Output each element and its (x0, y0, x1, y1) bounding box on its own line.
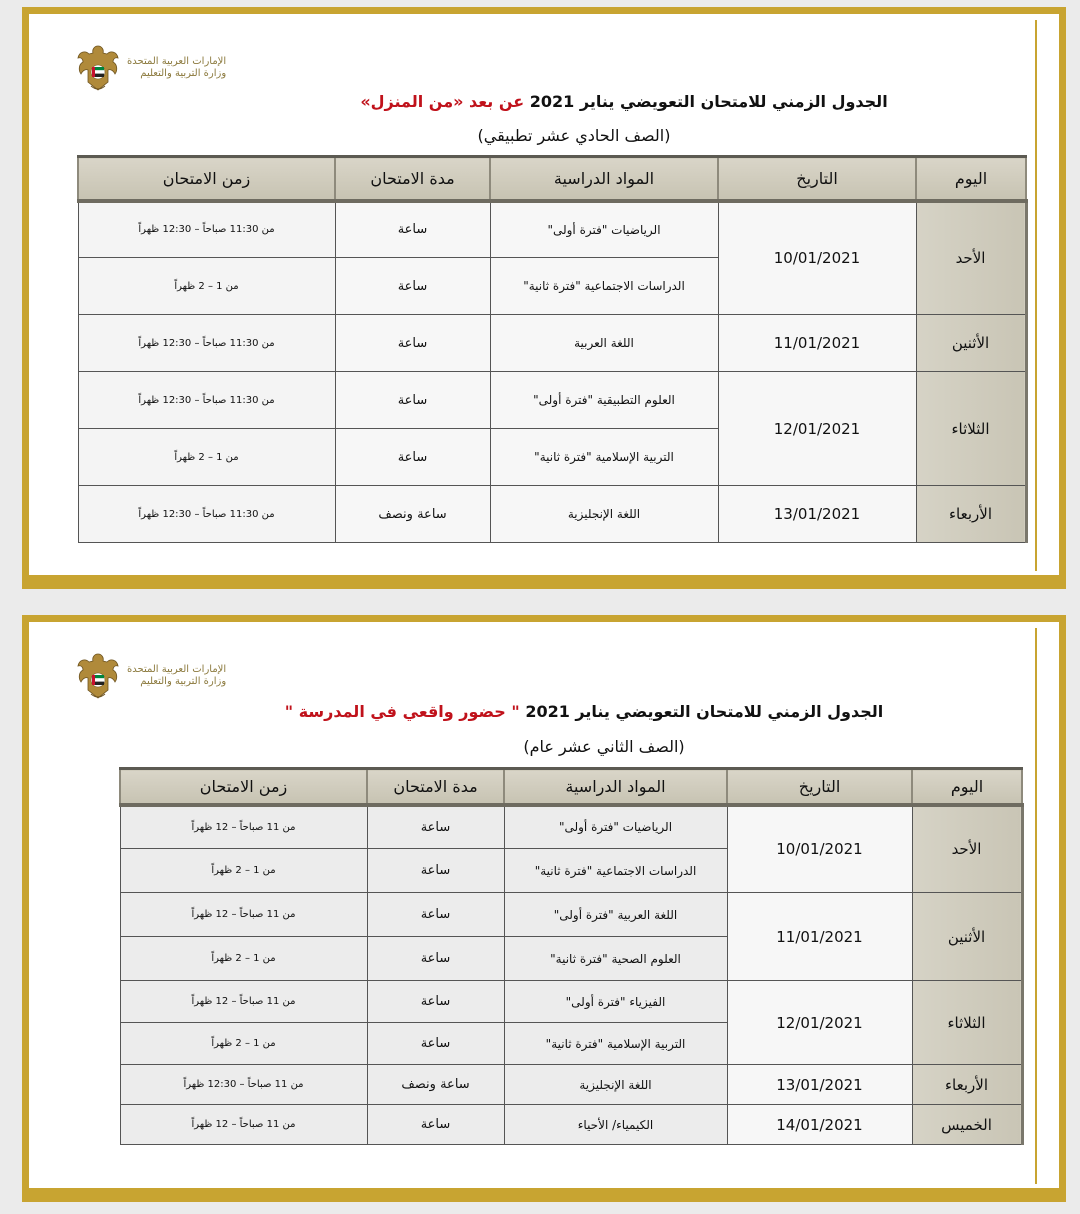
table-row (78, 372, 1026, 429)
country-name: الإمارات العربية المتحدة (127, 56, 227, 67)
ministry-logo (75, 42, 226, 94)
table-row (120, 981, 1022, 1023)
ministry-name (127, 664, 226, 688)
subject-cell: اللغة الإنجليزية (490, 486, 718, 543)
subject-cell: التربية الإسلامية "فترة ثانية" (490, 429, 718, 486)
time-cell: من 11 صباحاً – 12 ظهراً (120, 1105, 367, 1145)
subject-cell: الفيزياء "فترة أولى" (504, 981, 727, 1023)
duration-cell: ساعة ونصف (335, 486, 490, 543)
schedule-page-2 (22, 615, 1066, 1202)
date-cell: 14/01/2021 (727, 1105, 912, 1145)
exam-schedule-table (119, 767, 1024, 1145)
ministry-name (127, 56, 226, 80)
table-row (78, 486, 1026, 543)
time-cell: من 11 صباحاً – 12 ظهراً (120, 805, 367, 849)
page-title (29, 92, 1059, 111)
page-subtitle: (الصف الحادي عشر تطبيقي) (477, 126, 671, 145)
subject-cell: اللغة الإنجليزية (504, 1065, 727, 1105)
time-cell: من 1 – 2 ظهراً (78, 258, 335, 315)
day-cell: الأحد (912, 805, 1022, 893)
time-cell: من 1 – 2 ظهراً (120, 849, 367, 893)
day-cell: الثلاثاء (912, 981, 1022, 1065)
ministry-logo (75, 650, 226, 702)
subject-cell: العلوم التطبيقية "فترة أولى" (490, 372, 718, 429)
exam-schedule-table (77, 155, 1028, 543)
time-cell: من 11 صباحاً – 12:30 ظهراً (120, 1065, 367, 1105)
table-row (120, 893, 1022, 937)
duration-cell: ساعة (367, 937, 504, 981)
duration-cell: ساعة (335, 315, 490, 372)
falcon-emblem-icon (75, 650, 121, 702)
time-cell: من 1 – 2 ظهراً (120, 937, 367, 981)
header-date: التاريخ (718, 157, 916, 201)
table-header-row (78, 157, 1026, 201)
table-row (78, 315, 1026, 372)
time-cell: من 11 صباحاً – 12 ظهراً (120, 893, 367, 937)
title-main: الجدول الزمني للامتحان التعويضي يناير 2021 (525, 702, 884, 721)
day-cell: الأحد (916, 201, 1026, 315)
subject-cell: العلوم الصحية "فترة ثانية" (504, 937, 727, 981)
date-cell: 10/01/2021 (718, 201, 916, 315)
header-subject: المواد الدراسية (490, 157, 718, 201)
day-cell: الأربعاء (916, 486, 1026, 543)
duration-cell: ساعة (367, 1023, 504, 1065)
falcon-emblem-icon (75, 42, 121, 94)
date-cell: 12/01/2021 (718, 372, 916, 486)
title-highlight: " حضور واقعي في المدرسة " (284, 702, 520, 721)
day-cell: الخميس (912, 1105, 1022, 1145)
time-cell: من 11:30 صباحاً – 12:30 ظهراً (78, 315, 335, 372)
table-row (120, 805, 1022, 849)
day-cell: الثلاثاء (916, 372, 1026, 486)
duration-cell: ساعة (367, 893, 504, 937)
day-cell: الأثنين (912, 893, 1022, 981)
ministry-name-line: وزارة التربية والتعليم (140, 676, 227, 687)
day-cell: الأثنين (916, 315, 1026, 372)
header-date: التاريخ (727, 769, 912, 805)
ministry-name-line: وزارة التربية والتعليم (140, 68, 227, 79)
duration-cell: ساعة (335, 258, 490, 315)
duration-cell: ساعة (335, 201, 490, 258)
time-cell: من 11:30 صباحاً – 12:30 ظهراً (78, 486, 335, 543)
country-name: الإمارات العربية المتحدة (127, 664, 227, 675)
date-cell: 10/01/2021 (727, 805, 912, 893)
date-cell: 11/01/2021 (718, 315, 916, 372)
duration-cell: ساعة (367, 981, 504, 1023)
title-highlight: عن بعد «من المنزل» (360, 92, 525, 111)
header-time: زمن الامتحان (78, 157, 335, 201)
header-day: اليوم (912, 769, 1022, 805)
header-duration: مدة الامتحان (335, 157, 490, 201)
subject-cell: اللغة العربية "فترة أولى" (504, 893, 727, 937)
duration-cell: ساعة (335, 372, 490, 429)
date-cell: 13/01/2021 (718, 486, 916, 543)
duration-cell: ساعة (367, 805, 504, 849)
time-cell: من 1 – 2 ظهراً (120, 1023, 367, 1065)
duration-cell: ساعة (367, 1105, 504, 1145)
subject-cell: التربية الإسلامية "فترة ثانية" (504, 1023, 727, 1065)
subject-cell: الكيمياء/ الأحياء (504, 1105, 727, 1145)
subject-cell: الرياضيات "فترة أولى" (504, 805, 727, 849)
day-cell: الأربعاء (912, 1065, 1022, 1105)
duration-cell: ساعة (335, 429, 490, 486)
subject-cell: الدراسات الاجتماعية "فترة ثانية" (490, 258, 718, 315)
date-cell: 12/01/2021 (727, 981, 912, 1065)
schedule-page-1 (22, 7, 1066, 589)
table-row (120, 1065, 1022, 1105)
date-cell: 11/01/2021 (727, 893, 912, 981)
page-subtitle: (الصف الثاني عشر عام) (523, 737, 685, 756)
time-cell: من 11 صباحاً – 12 ظهراً (120, 981, 367, 1023)
duration-cell: ساعة ونصف (367, 1065, 504, 1105)
page-title (29, 702, 1059, 721)
duration-cell: ساعة (367, 849, 504, 893)
time-cell: من 1 – 2 ظهراً (78, 429, 335, 486)
table-row (78, 201, 1026, 258)
header-subject: المواد الدراسية (504, 769, 727, 805)
subject-cell: الرياضيات "فترة أولى" (490, 201, 718, 258)
header-duration: مدة الامتحان (367, 769, 504, 805)
time-cell: من 11:30 صباحاً – 12:30 ظهراً (78, 201, 335, 258)
table-header-row (120, 769, 1022, 805)
subject-cell: اللغة العربية (490, 315, 718, 372)
subject-cell: الدراسات الاجتماعية "فترة ثانية" (504, 849, 727, 893)
time-cell: من 11:30 صباحاً – 12:30 ظهراً (78, 372, 335, 429)
date-cell: 13/01/2021 (727, 1065, 912, 1105)
table-row (120, 1105, 1022, 1145)
header-day: اليوم (916, 157, 1026, 201)
title-main: الجدول الزمني للامتحان التعويضي يناير 2021 (529, 92, 888, 111)
header-time: زمن الامتحان (120, 769, 367, 805)
